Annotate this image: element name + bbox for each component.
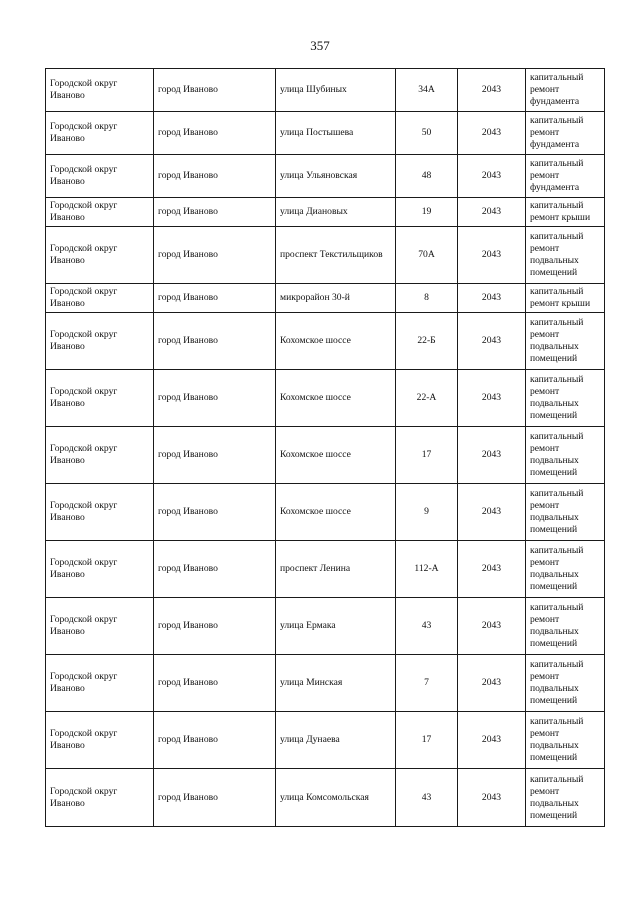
street-cell: улица Шубиных: [276, 69, 396, 112]
municipality-cell: Городской округ Иваново: [46, 655, 154, 712]
street-cell: Кохомское шоссе: [276, 484, 396, 541]
street-cell: проспект Текстильщиков: [276, 227, 396, 284]
year-cell: 2043: [458, 227, 526, 284]
city-cell: город Иваново: [154, 284, 276, 313]
municipality-cell: Городской округ Иваново: [46, 541, 154, 598]
municipality-cell: Городской округ Иваново: [46, 427, 154, 484]
work-type-cell: капитальный ремонт подвальных помещений: [526, 370, 605, 427]
work-type-cell: капитальный ремонт подвальных помещений: [526, 427, 605, 484]
page-number: 357: [310, 38, 330, 53]
year-cell: 2043: [458, 284, 526, 313]
work-type-cell: капитальный ремонт подвальных помещений: [526, 313, 605, 370]
municipality-cell: Городской округ Иваново: [46, 227, 154, 284]
municipality-cell: Городской округ Иваново: [46, 769, 154, 827]
house-number-cell: 50: [396, 112, 458, 155]
table-row: [46, 227, 605, 284]
municipality-cell: Городской округ Иваново: [46, 313, 154, 370]
house-number-cell: 70А: [396, 227, 458, 284]
work-type-cell: капитальный ремонт фундамента: [526, 155, 605, 198]
table-row: [46, 313, 605, 370]
work-type-cell: капитальный ремонт подвальных помещений: [526, 769, 605, 827]
municipality-cell: Городской округ Иваново: [46, 484, 154, 541]
house-number-cell: 8: [396, 284, 458, 313]
city-cell: город Иваново: [154, 598, 276, 655]
table-row: [46, 427, 605, 484]
year-cell: 2043: [458, 712, 526, 769]
house-number-cell: 7: [396, 655, 458, 712]
year-cell: 2043: [458, 541, 526, 598]
table-row: [46, 284, 605, 313]
house-number-cell: 17: [396, 712, 458, 769]
house-number-cell: 43: [396, 769, 458, 827]
registry-table-body: [46, 69, 605, 827]
street-cell: Кохомское шоссе: [276, 313, 396, 370]
house-number-cell: 22-Б: [396, 313, 458, 370]
table-row: [46, 598, 605, 655]
table-row: [46, 655, 605, 712]
street-cell: микрорайон 30-й: [276, 284, 396, 313]
city-cell: город Иваново: [154, 227, 276, 284]
work-type-cell: капитальный ремонт подвальных помещений: [526, 541, 605, 598]
table-row: [46, 712, 605, 769]
house-number-cell: 112-А: [396, 541, 458, 598]
table-row: [46, 370, 605, 427]
year-cell: 2043: [458, 69, 526, 112]
city-cell: город Иваново: [154, 427, 276, 484]
street-cell: улица Ермака: [276, 598, 396, 655]
street-cell: улица Минская: [276, 655, 396, 712]
city-cell: город Иваново: [154, 484, 276, 541]
municipality-cell: Городской округ Иваново: [46, 284, 154, 313]
house-number-cell: 19: [396, 198, 458, 227]
municipality-cell: Городской округ Иваново: [46, 198, 154, 227]
year-cell: 2043: [458, 484, 526, 541]
municipality-cell: Городской округ Иваново: [46, 112, 154, 155]
work-type-cell: капитальный ремонт подвальных помещений: [526, 484, 605, 541]
house-number-cell: 17: [396, 427, 458, 484]
house-number-cell: 22-А: [396, 370, 458, 427]
street-cell: улица Комсомольская: [276, 769, 396, 827]
year-cell: 2043: [458, 313, 526, 370]
work-type-cell: капитальный ремонт подвальных помещений: [526, 655, 605, 712]
year-cell: 2043: [458, 769, 526, 827]
house-number-cell: 43: [396, 598, 458, 655]
table-row: [46, 69, 605, 112]
year-cell: 2043: [458, 427, 526, 484]
house-number-cell: 48: [396, 155, 458, 198]
year-cell: 2043: [458, 112, 526, 155]
city-cell: город Иваново: [154, 541, 276, 598]
street-cell: Кохомское шоссе: [276, 427, 396, 484]
work-type-cell: капитальный ремонт крыши: [526, 284, 605, 313]
city-cell: город Иваново: [154, 198, 276, 227]
city-cell: город Иваново: [154, 712, 276, 769]
street-cell: Кохомское шоссе: [276, 370, 396, 427]
work-type-cell: капитальный ремонт фундамента: [526, 69, 605, 112]
table-row: [46, 198, 605, 227]
work-type-cell: капитальный ремонт подвальных помещений: [526, 227, 605, 284]
work-type-cell: капитальный ремонт подвальных помещений: [526, 598, 605, 655]
table-row: [46, 769, 605, 827]
year-cell: 2043: [458, 155, 526, 198]
city-cell: город Иваново: [154, 769, 276, 827]
work-type-cell: капитальный ремонт подвальных помещений: [526, 712, 605, 769]
city-cell: город Иваново: [154, 155, 276, 198]
table-row: [46, 484, 605, 541]
street-cell: улица Дунаева: [276, 712, 396, 769]
street-cell: проспект Ленина: [276, 541, 396, 598]
street-cell: улица Ульяновская: [276, 155, 396, 198]
work-type-cell: капитальный ремонт крыши: [526, 198, 605, 227]
municipality-cell: Городской округ Иваново: [46, 69, 154, 112]
registry-table: [45, 68, 605, 827]
municipality-cell: Городской округ Иваново: [46, 712, 154, 769]
table-row: [46, 541, 605, 598]
city-cell: город Иваново: [154, 69, 276, 112]
table-row: [46, 155, 605, 198]
table-row: [46, 112, 605, 155]
municipality-cell: Городской округ Иваново: [46, 598, 154, 655]
year-cell: 2043: [458, 598, 526, 655]
work-type-cell: капитальный ремонт фундамента: [526, 112, 605, 155]
municipality-cell: Городской округ Иваново: [46, 370, 154, 427]
house-number-cell: 9: [396, 484, 458, 541]
year-cell: 2043: [458, 370, 526, 427]
street-cell: улица Постышева: [276, 112, 396, 155]
city-cell: город Иваново: [154, 370, 276, 427]
year-cell: 2043: [458, 655, 526, 712]
year-cell: 2043: [458, 198, 526, 227]
city-cell: город Иваново: [154, 112, 276, 155]
street-cell: улица Диановых: [276, 198, 396, 227]
municipality-cell: Городской округ Иваново: [46, 155, 154, 198]
house-number-cell: 34А: [396, 69, 458, 112]
city-cell: город Иваново: [154, 655, 276, 712]
city-cell: город Иваново: [154, 313, 276, 370]
